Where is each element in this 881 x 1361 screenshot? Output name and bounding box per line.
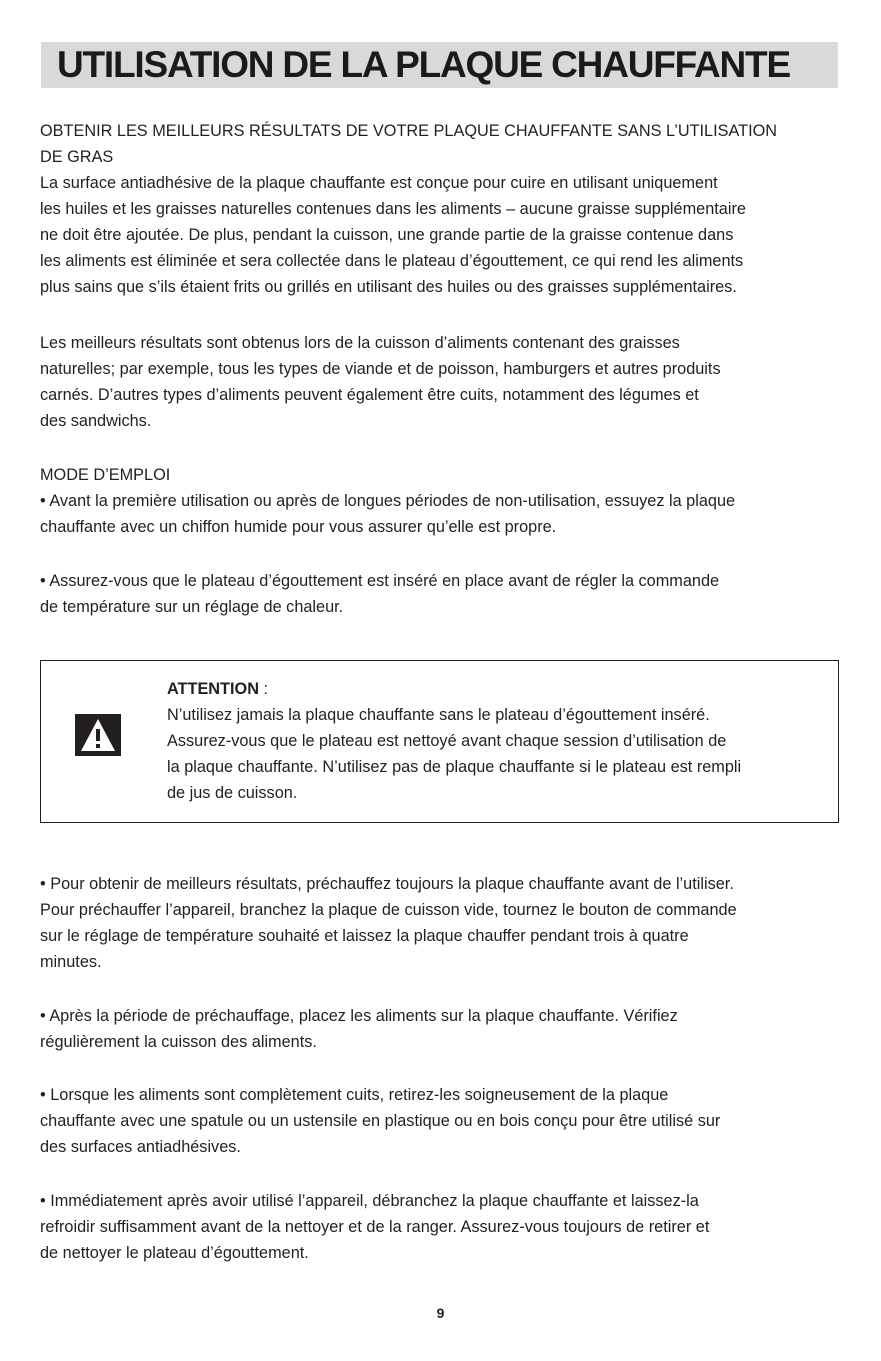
bullet-line: • Avant la première utilisation ou après de longues périodes de non-utilisation, essuyez la plaque [40,492,736,510]
warning-heading-suffix: : [258,680,269,698]
bullet-line: • Pour obtenir de meilleurs résultats, préchauffez toujours la plaque chauffante avant de l’utiliser. [40,875,734,893]
bullet-line: • Après la période de préchauffage, placez les aliments sur la plaque chauffante. Vérifiez [40,1007,678,1025]
bullet-line: chauffante avec une spatule ou un ustensile en plastique ou en bois conçu pour être utilisé sur [40,1112,721,1130]
heading-line: DE GRAS [40,148,114,166]
section-heading-mode-emploi [40,462,860,488]
warning-box [40,660,839,823]
bullet-line: de température sur un réglage de chaleur. [40,598,344,616]
bullet-preheat [40,871,860,975]
bullet-line: • Assurez-vous que le plateau d’égouttement est inséré en place avant de régler la commande [40,572,720,590]
heading-line: OBTENIR LES MEILLEURS RÉSULTATS DE VOTRE PLAQUE CHAUFFANTE SANS L’UTILISATION [40,122,778,140]
warning-line: Assurez-vous que le plateau est nettoyé avant chaque session d’utilisation de [167,732,727,750]
warning-heading: ATTENTION [167,680,259,698]
bullet-drip-tray [40,568,860,620]
paragraph-nonstick-surface [40,170,860,300]
bullet-line: régulièrement la cuisson des aliments. [40,1033,317,1051]
bullet-line: • Immédiatement après avoir utilisé l’appareil, débranchez la plaque chauffante et laissez-la [40,1192,699,1210]
bullet-line: refroidir suffisamment avant de la nettoyer et de la ranger. Assurez-vous toujours de retirer et [40,1218,710,1236]
page-title: UTILISATION DE LA PLAQUE CHAUFFANTE [57,44,790,85]
bullet-remove-food [40,1082,860,1160]
bullet-place-food [40,1003,860,1055]
bullet-line: des surfaces antiadhésives. [40,1138,241,1156]
bullet-line: Pour préchauffer l’appareil, branchez la plaque de cuisson vide, tournez le bouton de commande [40,901,737,919]
bullet-line: minutes. [40,953,102,971]
heading-line: MODE D’EMPLOI [40,466,171,484]
bullet-line: chauffante avec un chiffon humide pour vous assurer qu’elle est propre. [40,518,557,536]
paragraph-line: ne doit être ajoutée. De plus, pendant la cuisson, une grande partie de la graisse contenue dans [40,226,734,244]
warning-heading-line [167,676,741,702]
warning-text [167,676,741,806]
bullet-unplug [40,1188,860,1266]
bullet-line: sur le réglage de température souhaité et laissez la plaque chauffer pendant trois à quatre [40,927,689,945]
warning-line: N’utilisez jamais la plaque chauffante sans le plateau d’égouttement inséré. [167,706,710,724]
paragraph-line: carnés. D’autres types d’aliments peuvent également être cuits, notamment des légumes et [40,386,699,404]
bullet-line: • Lorsque les aliments sont complètement cuits, retirez-les soigneusement de la plaque [40,1086,669,1104]
bullet-line: de nettoyer le plateau d’égouttement. [40,1244,309,1262]
bullet-first-use [40,488,860,540]
page-title-banner [41,42,838,88]
paragraph-line: Les meilleurs résultats sont obtenus lors de la cuisson d’aliments contenant des graisses [40,334,680,352]
paragraph-line: naturelles; par exemple, tous les types de viande et de poisson, hamburgers et autres produits [40,360,721,378]
paragraph-line: La surface antiadhésive de la plaque chauffante est conçue pour cuire en utilisant uniquement [40,174,718,192]
page-number: 9 [436,1305,445,1321]
warning-line: de jus de cuisson. [167,784,298,802]
paragraph-line: des sandwichs. [40,412,152,430]
section-heading-best-results [40,118,860,170]
paragraph-line: plus sains que s’ils étaient frits ou grillés en utilisant des huiles ou des graisses supplémentaires. [40,278,737,296]
paragraph-best-foods [40,330,860,434]
warning-line: la plaque chauffante. N’utilisez pas de plaque chauffante si le plateau est rempli [167,758,742,776]
paragraph-line: les aliments est éliminée et sera collectée dans le plateau d’égouttement, ce qui rend les aliments [40,252,744,270]
warning-triangle-icon [75,714,121,756]
paragraph-line: les huiles et les graisses naturelles contenues dans les aliments – aucune graisse supplémentaire [40,200,746,218]
